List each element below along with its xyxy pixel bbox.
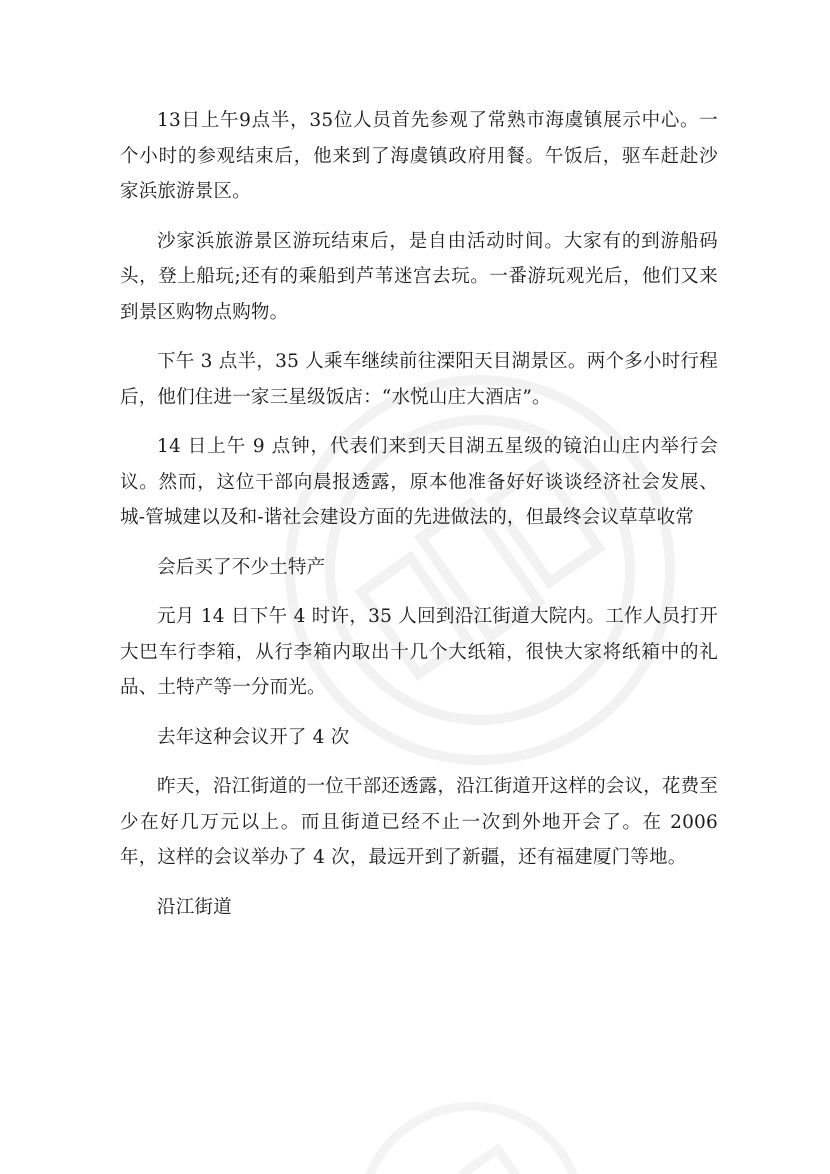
paragraph-6: 昨天，沿江街道的一位干部还透露，沿江街道开这样的会议，花费至少在好几万元以上。而且街道已经不止一次到外地开会了。在 2006 年，这样的会议举办了 4 次，最远开到了新疆，还有福建厦门等地。 bbox=[120, 776, 719, 868]
subheading-meetings-count: 去年这种会议开了 4 次 bbox=[157, 726, 350, 748]
subheading-souvenirs: 会后买了不少土特产 bbox=[157, 556, 326, 578]
document-body bbox=[120, 103, 718, 939]
paragraph-5: 元月 14 日下午 4 时许，35 人回到沿江街道大院内。工作人员打开大巴车行李箱，从行李箱内取出十几个大纸箱，很快大家将纸箱中的礼品、土特产等一分而光。 bbox=[120, 606, 718, 698]
watermark-fragment-icon bbox=[330, 1080, 590, 1174]
paragraph-4: 14 日上午 9 点钟，代表们来到天目湖五星级的镜泊山庄内举行会议。然而，这位干部向晨报透露，原本他准备好好谈谈经济社会发展、城-管城建以及和-谐社会建设方面的先进做法的，但最终会议草草收常 bbox=[120, 436, 718, 528]
paragraph-1: 13日上午9点半，35位人员首先参观了常熟市海虞镇展示中心。一个小时的参观结束后，他来到了海虞镇政府用餐。午饭后，驱车赶赴沙家浜旅游景区。 bbox=[120, 110, 718, 202]
subheading-yanjiang: 沿江街道 bbox=[157, 896, 232, 918]
paragraph-3: 下午 3 点半，35 人乘车继续前往溧阳天目湖景区。两个多小时行程后，他们住进一家三星级饭店：“水悦山庄大酒店”。 bbox=[120, 351, 718, 408]
paragraph-2: 沙家浜旅游景区游玩结束后，是自由活动时间。大家有的到游船码头，登上船玩;还有的乘船到芦苇迷宫去玩。一番游玩观光后，他们又来到景区购物点购物。 bbox=[120, 230, 718, 323]
